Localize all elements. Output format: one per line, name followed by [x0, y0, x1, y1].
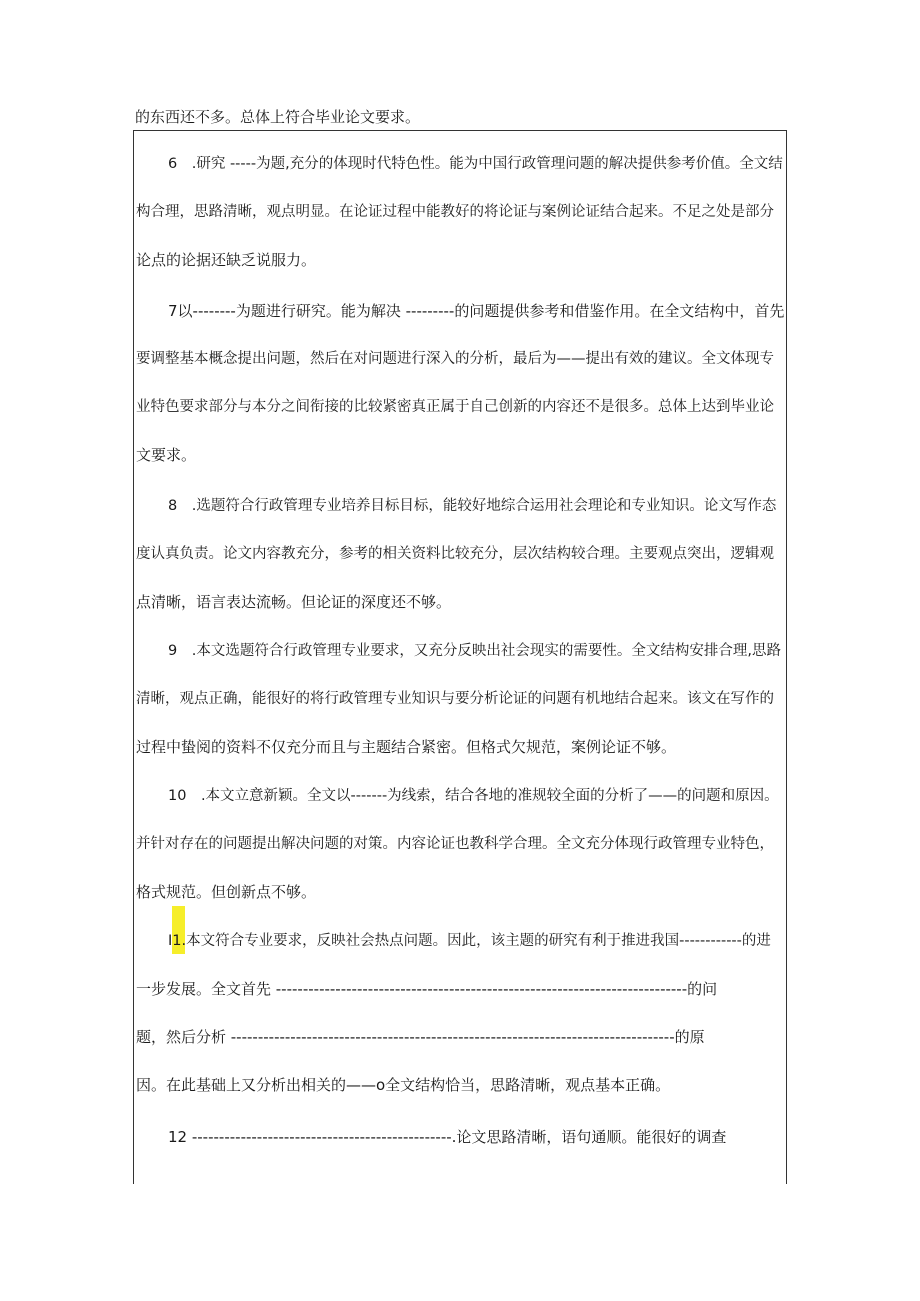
- paragraph-line: 8 .选题符合行政管理专业培养目标目标，能较好地综合运用社会理论和专业知识。论文写作态: [168, 498, 777, 514]
- carryover-line: 的东西还不多。总体上符合毕业论文要求。: [135, 108, 421, 126]
- paragraph-line: 10 .本文立意新颖。全文以-------为线索，结合各地的准规较全面的分析了——的问题和原因。: [168, 788, 779, 804]
- paragraph-line: 7以--------为题进行研究。能为解决 ---------的问题提供参考和借鉴作用。在全文结构中，首先: [168, 302, 785, 320]
- paragraph-line: 过程中蛰阅的资料不仅充分而且与主题结合紧密。但格式欠规范，案例论证不够。: [136, 738, 677, 756]
- paragraph-line: 并针对存在的问题提出解决问题的对策。内容论证也教科学合理。全文充分体现行政管理专业特色，: [136, 836, 774, 852]
- paragraph-line: 题，然后分析 ----------------------------------------------------------------------------------的原: [136, 1028, 705, 1046]
- paragraph-line: 格式规范。但创新点不够。: [136, 883, 317, 901]
- paragraph-line: 度认真负责。论文内容教充分，参考的相关资料比较充分，层次结构较合理。主要观点突出，逻辑观: [136, 546, 774, 562]
- paragraph-line: 业特色要求部分与本分之间衔接的比较紧密真正属于自己创新的内容还不是很多。总体上达到毕业论: [136, 399, 774, 415]
- paragraph-line: 9 .本文选题符合行政管理专业要求，又充分反映出社会现实的需要性。全文结构安排合理,思路: [168, 643, 781, 659]
- paragraph-line: 构合理，思路清晰，观点明显。在论证过程中能教好的将论证与案例论证结合起来。不足之处是部分: [136, 204, 774, 220]
- paragraph-line: 论点的论据还缺乏说服力。: [136, 251, 317, 269]
- paragraph-line: 一步发展。全文首先 ----------------------------------------------------------------------------的问: [136, 980, 718, 998]
- paragraph-line: 因。在此基础上又分析出相关的——o全文结构恰当，思路清晰，观点基本正确。: [136, 1076, 671, 1094]
- paragraph-line: 清晰，观点正确，能很好的将行政管理专业知识与要分析论证的问题有机地结合起来。该文在写作的: [136, 691, 774, 707]
- paragraph-line: 点清晰，语言表达流畅。但论证的深度还不够。: [136, 593, 452, 611]
- paragraph-line: 12 ------------------------------------------------.论文思路清晰，语句通顺。能很好的调查: [168, 1128, 727, 1146]
- paragraph-line: 6 .研究 -----为题,充分的体现时代特色性。能为中国行政管理问题的解决提供参考价值。全文结: [168, 156, 783, 172]
- paragraph-line: 文要求。: [136, 446, 197, 464]
- paragraph-line: I1.本文符合专业要求，反映社会热点问题。因此，该主题的研究有利于推进我国------------的进: [168, 933, 771, 949]
- paragraph-line: 要调整基本概念提出问题，然后在对问题进行深入的分析，最后为——提出有效的建议。全文体现专: [136, 351, 774, 367]
